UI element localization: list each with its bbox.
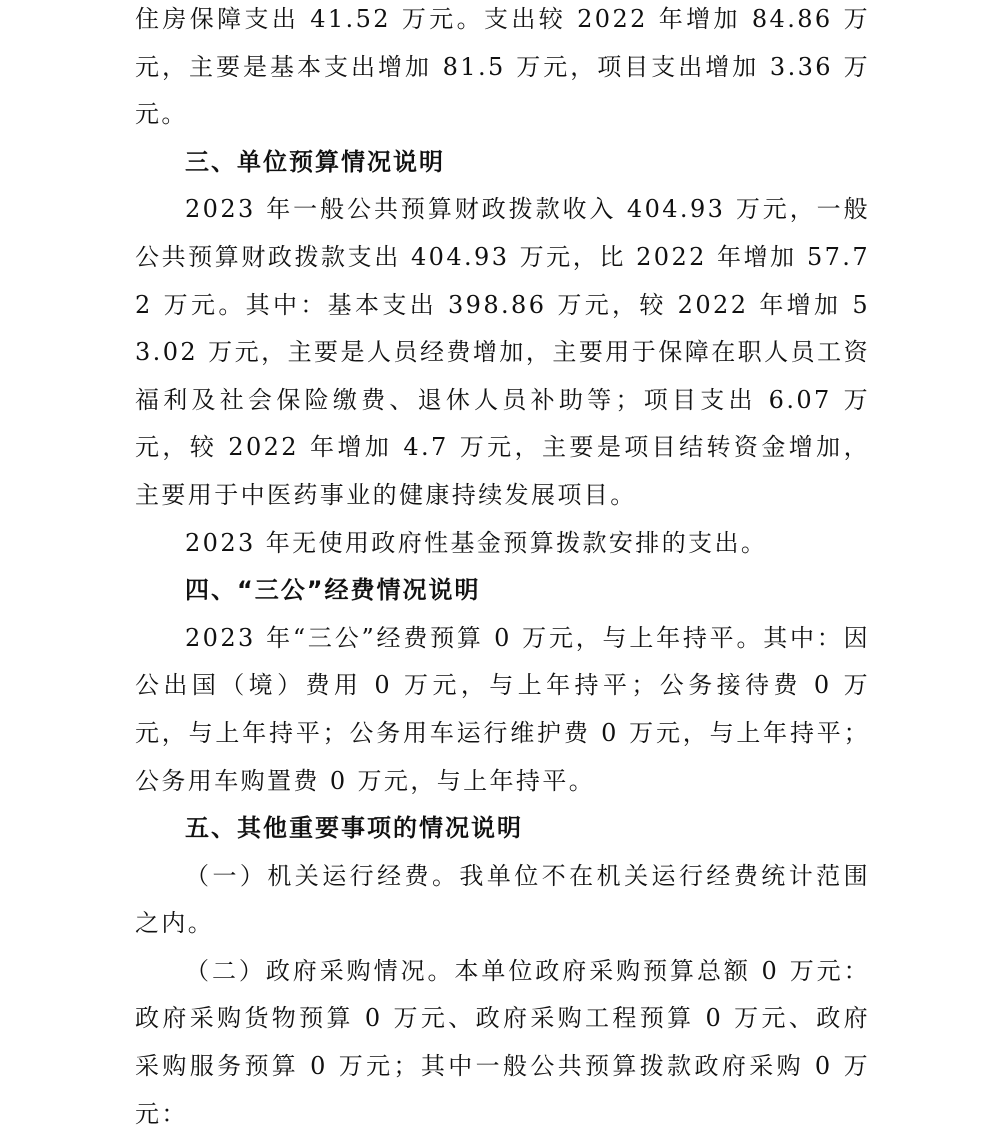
paragraph-procurement: （二）政府采购情况。本单位政府采购预算总额 0 万元：政府采购货物预算 0 万元、政府采购工程预算 0 万元、政府采购服务预算 0 万元；其中一般公共预算拨款政府采购 0 万元：	[135, 956, 870, 1128]
paragraph-three-public: 2023 年“三公”经费预算 0 万元，与上年持平。其中：因公出国（境）费用 0 万元，与上年持平；公务接待费 0 万元，与上年持平；公务用车运行维护费 0 万元，与上年持平；公务用车购置费 0 万元，与上年持平。	[135, 623, 870, 795]
heading-three-public: 四、“三公”经费情况说明	[185, 576, 481, 605]
paragraph-operating-expense: （一）机关运行经费。我单位不在机关运行经费统计范围之内。	[135, 861, 870, 938]
document-page	[135, 0, 870, 1138]
paragraph-unit-budget: 2023 年一般公共预算财政拨款收入 404.93 万元，一般公共预算财政拨款支出 404.93 万元，比 2022 年增加 57.72 万元。其中：基本支出 398.86 万元，较 2022 年增加 53.02 万元，主要是人员经费增加，主要用于保障在职人员工资福利及社会保险缴费、退休人员补助等；项目支出 6.07 万元，较 2022 年增加 4.7 万元，主要是项目结转资金增加，主要用于中医药事业的健康持续发展项目。	[135, 195, 870, 509]
heading-other-matters: 五、其他重要事项的情况说明	[185, 814, 523, 843]
paragraph-government-fund: 2023 年无使用政府性基金预算拨款安排的支出。	[185, 528, 768, 557]
paragraph-housing-expense: 住房保障支出 41.52 万元。支出较 2022 年增加 84.86 万元，主要是基本支出增加 81.5 万元，项目支出增加 3.36 万元。	[135, 5, 870, 129]
heading-unit-budget: 三、单位预算情况说明	[185, 147, 445, 176]
